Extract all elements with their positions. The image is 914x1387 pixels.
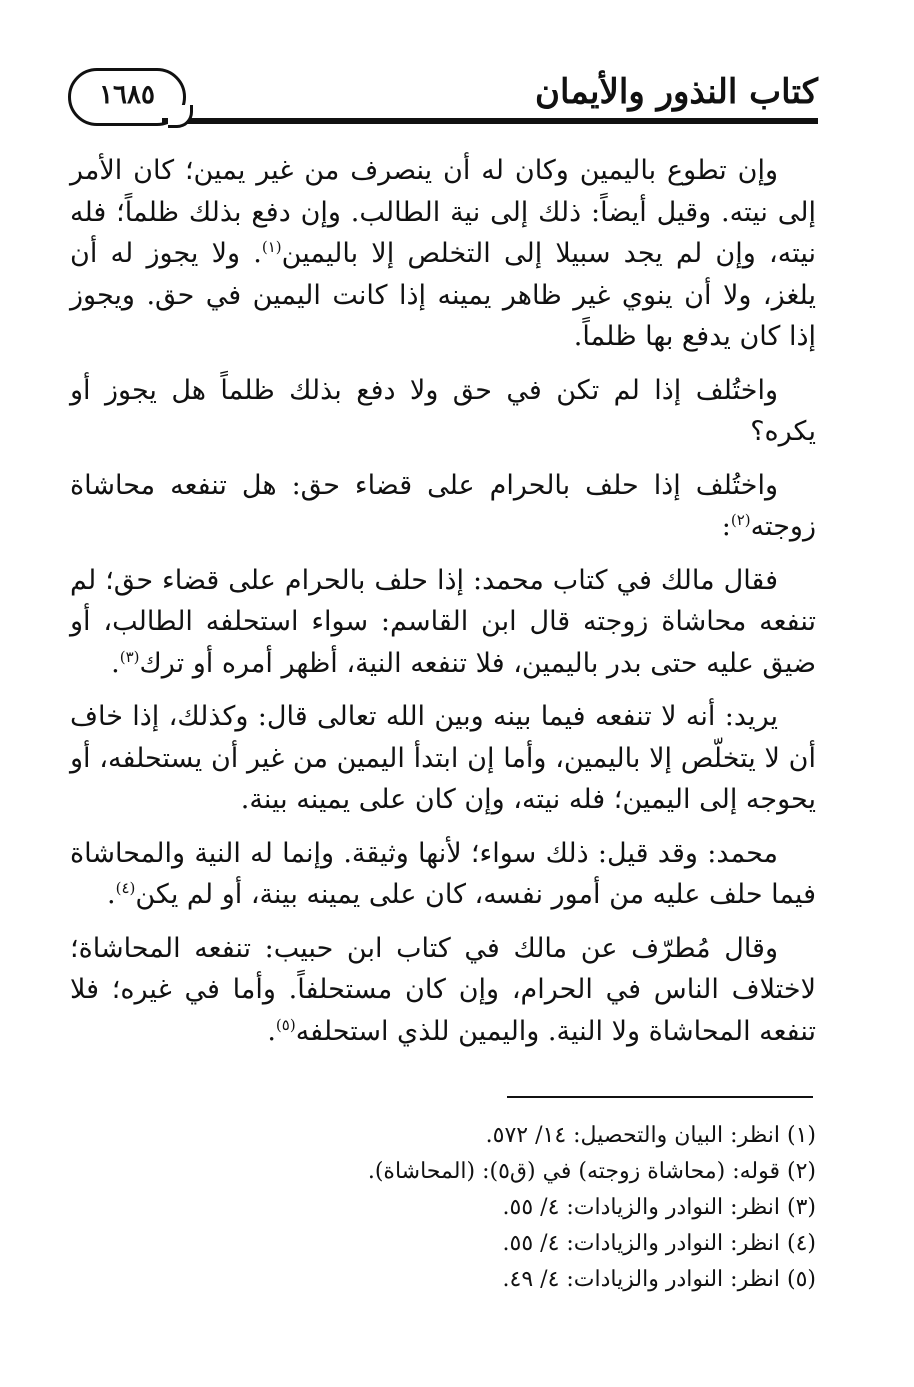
paragraph [70, 928, 816, 1053]
footnote-reference: (٢) [730, 511, 751, 529]
paragraph [70, 696, 816, 821]
paragraph-text: واختُلف إذا لم تكن في حق ولا دفع بذلك ظلماً هل يجوز أو يكره؟ [70, 374, 816, 447]
running-title: كتاب النذور والأيمان [535, 72, 818, 112]
paragraph-text: : [721, 511, 731, 542]
footnote-reference: (٥) [275, 1015, 296, 1034]
paragraph-text: فقال مالك في كتاب محمد: إذا حلف بالحرام على قضاء حق؛ لم تنفعه محاشاة زوجته قال ابن القاسم: سواء استحلفه الطالب، أو ضيق عليه حتى بدر باليمين، فلا تنفعه النية، أظهر أمره أو ترك [70, 564, 816, 679]
footnote-reference: (١) [261, 238, 282, 256]
paragraph-text: وإن تطوع باليمين وكان له أن ينصرف من غير يمين؛ كان الأمر إلى نيته. وقيل أيضاً: ذلك إلى نية الطالب. وإن دفع بذلك ظلماً؛ فله نيته، وإن لم يجد سبيلا إلى التخلص إلا باليمين [70, 155, 817, 269]
page-header [62, 58, 818, 130]
footnote: (٥) انظر: النوادر والزيادات: ٤/ ٤٩. [502, 1267, 816, 1292]
paragraph-text: وقال مُطرّف عن مالك في كتاب ابن حبيب: تنفعه المحاشاة؛ لاختلاف الناس في الحرام، وإن كان مستحلفاً. وأما في غيره؛ فلا تنفعه المحاشاة ولا النية. واليمين للذي استحلفه [70, 932, 816, 1047]
footnote-rule [507, 1096, 813, 1098]
footnotes [116, 1118, 816, 1298]
paragraph-text: . [267, 1015, 276, 1047]
paragraph [70, 150, 816, 358]
paragraph-text: . [107, 879, 116, 910]
paragraph [70, 465, 816, 548]
paragraph-text: يريد: أنه لا تنفعه فيما بينه وبين الله تعالى قال: وكذلك، إذا خاف أن لا يتخلّص إلا باليمين، وأما إن ابتدأ اليمين من غير أن يستحلفه، أو يحوجه إلى اليمين؛ فله نيته، وإن كان على يمينه بينة. [70, 701, 816, 815]
footnote: (١) انظر: البيان والتحصيل: ١٤/ ٥٧٢. [485, 1123, 816, 1148]
footnote: (٣) انظر: النوادر والزيادات: ٤/ ٥٥. [502, 1195, 816, 1220]
paragraph-text: . [111, 647, 120, 679]
paragraph-text: محمد: وقد قيل: ذلك سواء؛ لأنها وثيقة. وإنما له النية والمحاشاة فيما حلف عليه من أمور نفسه، كان على يمينه بينة، أو لم يكن [70, 837, 816, 910]
paragraph [70, 560, 816, 685]
paragraph [70, 833, 816, 916]
paragraph-text: . ولا يجوز له أن يلغز، ولا أن ينوي غير ظاهر يمينه إذا كانت اليمين في حق. ويجوز إذا كان يدفع بها ظلماً. [70, 238, 816, 352]
footnote: (٢) قوله: (محاشاة زوجته) في (ق٥): (المحاشاة). [367, 1159, 816, 1184]
footnote: (٤) انظر: النوادر والزيادات: ٤/ ٥٥. [502, 1231, 816, 1256]
body-text [70, 150, 816, 1064]
footnote-reference: (٤) [115, 879, 136, 897]
page-number: ١٦٨٥ [99, 80, 155, 110]
paragraph-text: واختُلف إذا حلف بالحرام على قضاء حق: هل تنفعه محاشاة زوجته [70, 469, 816, 542]
paragraph [70, 370, 816, 453]
footnote-reference: (٣) [119, 647, 140, 666]
header-rule [162, 118, 818, 124]
page-number-frame [68, 68, 186, 126]
